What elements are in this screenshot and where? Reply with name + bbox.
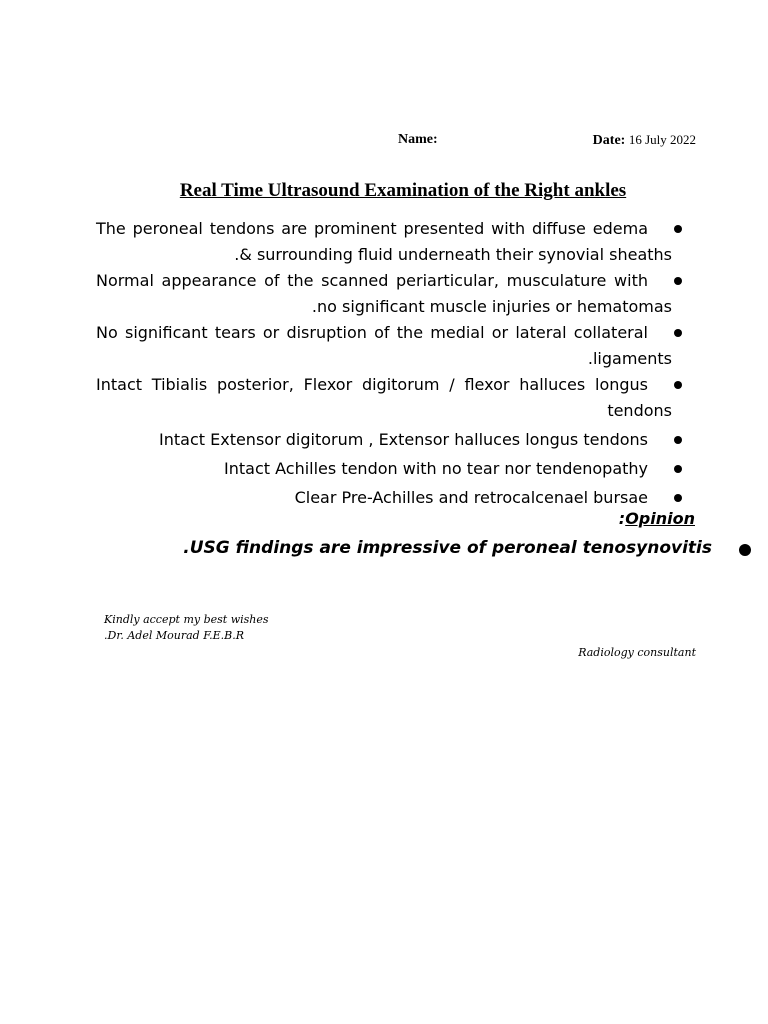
- date-value: 16 July 2022: [628, 132, 696, 147]
- opinion-heading: [619, 509, 695, 528]
- closing-wishes: Kindly accept my best wishes: [104, 613, 269, 626]
- finding-item: [96, 216, 736, 268]
- finding-item: [96, 372, 736, 424]
- findings-list: [96, 216, 736, 511]
- finding-item: [96, 427, 736, 453]
- finding-item: [96, 268, 736, 320]
- opinion-label: Opinion: [625, 509, 695, 528]
- finding-item: [96, 485, 736, 511]
- doctor-role: Radiology consultant: [578, 646, 696, 659]
- finding-line: Normal appearance of the scanned periarticular, musculature with: [96, 271, 648, 290]
- finding-line: Intact Achilles tendon with no tear nor tendenopathy: [224, 459, 648, 478]
- bullet-icon: [674, 436, 682, 444]
- finding-line: Intact Tibialis posterior, Flexor digitorum / flexor halluces longus: [96, 375, 648, 394]
- name-label: Name:: [398, 132, 438, 147]
- bullet-icon: [674, 381, 682, 389]
- bullet-icon: [674, 494, 682, 502]
- bullet-icon: [674, 465, 682, 473]
- bullet-icon: [674, 225, 682, 233]
- bullet-icon: [674, 277, 682, 285]
- doctor-name: .Dr. Adel Mourad F.E.B.R: [104, 629, 244, 642]
- finding-line: .& surrounding fluid underneath their synovial sheaths: [234, 245, 672, 264]
- bullet-icon: [674, 329, 682, 337]
- opinion-text: .USG findings are impressive of peroneal tenosynovitis: [183, 538, 712, 558]
- finding-line: The peroneal tendons are prominent presented with diffuse edema: [96, 219, 648, 238]
- bullet-icon: [739, 544, 751, 556]
- finding-line: Intact Extensor digitorum , Extensor halluces longus tendons: [159, 430, 648, 449]
- finding-line: tendons: [607, 401, 672, 420]
- finding-line: No significant tears or disruption of the medial or lateral collateral: [96, 323, 648, 342]
- opinion-colon: :: [618, 509, 626, 528]
- finding-line: .no significant muscle injuries or hematomas: [311, 297, 672, 316]
- finding-item: [96, 320, 736, 372]
- report-title: Real Time Ultrasound Examination of the Right ankles: [179, 180, 627, 201]
- date-field: [593, 132, 696, 149]
- finding-line: Clear Pre-Achilles and retrocalcenael bursae: [294, 488, 648, 507]
- finding-line: .ligaments: [587, 349, 672, 368]
- finding-item: [96, 456, 736, 482]
- date-label: Date:: [592, 133, 626, 148]
